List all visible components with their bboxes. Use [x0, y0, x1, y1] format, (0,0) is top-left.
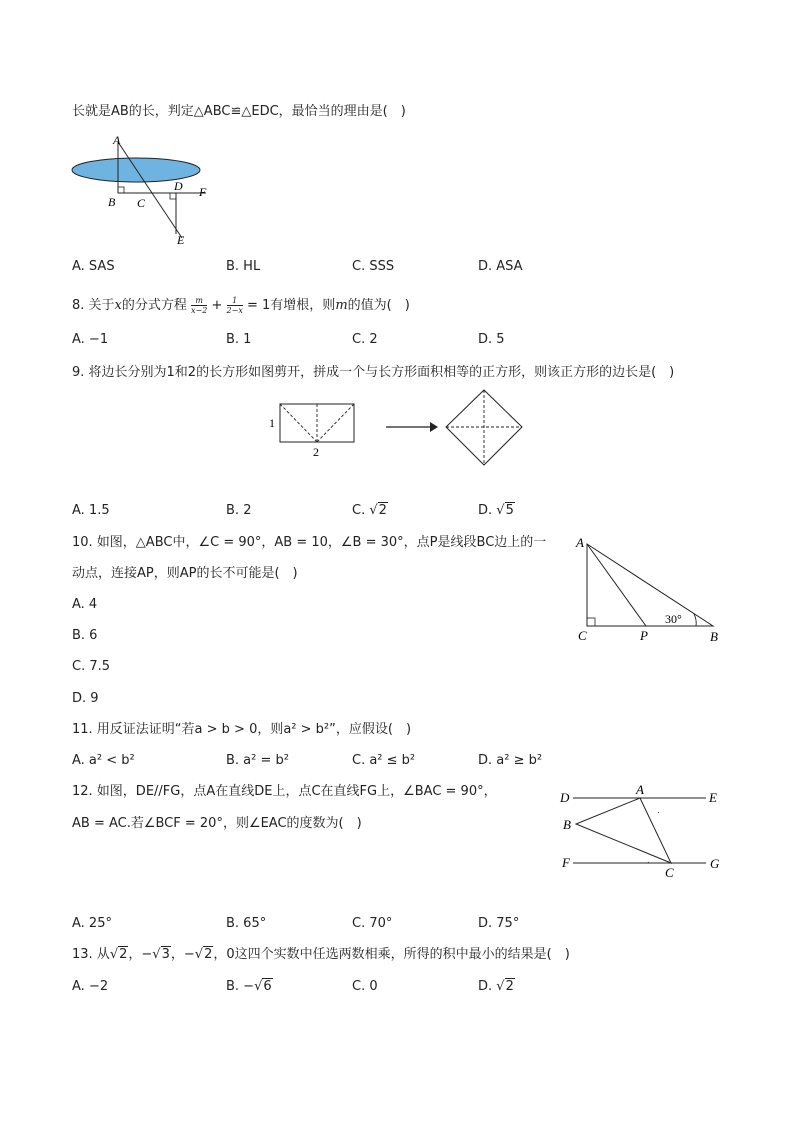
q8-var-x: x: [114, 298, 122, 313]
q9-option-d-radicand: 5: [505, 503, 514, 518]
q7-stem: 长就是AB的长，判定△ABC≌△EDC，最恰当的理由是( ): [72, 104, 406, 119]
q12-label-f: F: [562, 855, 570, 870]
q10-option-a[interactable]: A. 4: [72, 597, 98, 612]
q9-option-c-letter: C.: [352, 503, 370, 518]
q13-option-c-letter: C.: [352, 979, 370, 994]
q13-option-c[interactable]: [352, 978, 378, 996]
sqrt-icon: √3: [152, 947, 170, 962]
sqrt-icon: √2: [109, 947, 128, 962]
q8-plus: +: [211, 298, 223, 313]
q13-option-a[interactable]: [72, 978, 108, 996]
q12-label-d: D: [560, 790, 570, 805]
q7-label-b: B: [108, 195, 116, 209]
q11-stem: 11. 用反证法证明“若a > b > 0，则a² > b²”，应假设( ): [72, 722, 412, 737]
q10-figure: [570, 532, 730, 648]
q13-radicand-2: 3: [161, 947, 170, 962]
q8-fraction-1: [191, 296, 207, 315]
q10-stem-line1: 10. 如图，△ABC中，∠C = 90°，AB = 10，∠B = 30°，点P是线段BC边上的一: [72, 535, 547, 550]
q9-option-d[interactable]: [478, 502, 515, 520]
q8-option-b[interactable]: B. 1: [226, 332, 252, 347]
q13-radicand-3: 2: [204, 947, 213, 962]
q8-stem: [72, 296, 410, 315]
q13-option-a-value: −2: [88, 979, 109, 994]
q8-eq: = 1: [247, 298, 271, 313]
q12-stem-line2: AB = AC.若∠BCF = 20°，则∠EAC的度数为( ): [72, 816, 362, 831]
q12-option-c[interactable]: C. 70°: [352, 916, 393, 931]
q8-option-c[interactable]: C. 2: [352, 332, 378, 347]
q13-option-d[interactable]: [478, 978, 515, 996]
q11-option-a[interactable]: A. a² < b²: [72, 753, 135, 768]
sqrt-icon: √2: [496, 979, 514, 994]
q10-option-d[interactable]: D. 9: [72, 691, 99, 706]
sqrt-icon: √2: [194, 947, 213, 962]
q8-fraction-2: [227, 296, 243, 315]
q7-option-a[interactable]: A. SAS: [72, 259, 115, 274]
q8-option-a[interactable]: A. −1: [72, 332, 109, 347]
q13-sep-1: ，−: [128, 947, 153, 962]
arrow-right-icon: [430, 422, 438, 432]
q13-option-d-letter: D.: [478, 979, 497, 994]
q12-option-d[interactable]: D. 75°: [478, 916, 520, 931]
q13-suffix: ，0这四个实数中任选两数相乘，所得的积中最小的结果是( ): [213, 947, 570, 962]
q10-label-p: P: [640, 628, 648, 643]
q12-option-b[interactable]: B. 65°: [226, 916, 267, 931]
q10-option-c[interactable]: C. 7.5: [72, 659, 111, 674]
q7-label-c: C: [137, 196, 146, 210]
q8-var-m: m: [335, 298, 348, 313]
q13-stem: [72, 946, 570, 964]
q10-option-b[interactable]: B. 6: [72, 628, 98, 643]
sqrt-icon: √2: [369, 503, 387, 518]
q7-label-d: D: [174, 179, 183, 193]
q11-option-b[interactable]: B. a² = b²: [226, 753, 289, 768]
q9-option-c[interactable]: [352, 502, 388, 520]
q10-label-c: C: [578, 628, 587, 643]
q9-option-b-letter: B.: [226, 503, 244, 518]
q10-label-b: B: [710, 629, 718, 644]
q12-label-b: B: [563, 817, 571, 832]
q7-label-f: F: [199, 185, 207, 199]
q12-figure: [556, 778, 730, 884]
q7-option-d[interactable]: D. ASA: [478, 259, 523, 274]
q8-suffix: 有增根，则: [270, 298, 336, 313]
q13-option-b-radicand: 6: [263, 979, 272, 994]
q13-sep-2: ，−: [170, 947, 195, 962]
sqrt-icon: √5: [496, 503, 514, 518]
q12-label-c: C: [665, 865, 674, 880]
q7-option-c[interactable]: C. SSS: [352, 259, 395, 274]
q9-option-a-value: 1.5: [88, 503, 110, 518]
q13-option-c-value: 0: [369, 979, 378, 994]
q9-stem: 9. 将边长分别为1和2的长方形如图剪开，拼成一个与长方形面积相等的正方形，则该正方形的边长是( ): [72, 365, 675, 380]
q9-option-d-letter: D.: [478, 503, 497, 518]
q12-option-a[interactable]: A. 25°: [72, 916, 112, 931]
q9-option-c-radicand: 2: [378, 503, 387, 518]
q13-radicand-1: 2: [119, 947, 128, 962]
q9-option-a-letter: A.: [72, 503, 89, 518]
q9-label-side1: 1: [269, 416, 275, 430]
q10-label-a: A: [576, 535, 584, 550]
q8-f2-den: 2−x: [226, 306, 243, 315]
q8-option-d[interactable]: D. 5: [478, 332, 505, 347]
q8-prefix: 8. 关于: [72, 298, 115, 313]
q13-option-b-letter: B. −: [226, 979, 255, 994]
q12-label-g: G: [710, 856, 720, 871]
q12-stem-line1: 12. 如图，DE//FG，点A在直线DE上，点C在直线FG上，∠BAC = 90°，: [72, 784, 497, 799]
q11-option-c[interactable]: C. a² ≤ b²: [352, 753, 416, 768]
q8-mid: 的分式方程: [121, 298, 187, 313]
q8-f1-den: x−2: [191, 306, 208, 315]
q13-option-b[interactable]: [226, 978, 273, 996]
q7-label-e: E: [177, 233, 185, 247]
q7-option-b[interactable]: B. HL: [226, 259, 261, 274]
q10-stem-line2: 动点，连接AP，则AP的长不可能是( ): [72, 566, 298, 581]
q11-option-d[interactable]: D. a² ≥ b²: [478, 753, 543, 768]
q9-option-a[interactable]: [72, 502, 110, 520]
q8-tail: 的值为( ): [347, 298, 410, 313]
q8-f1-num: m: [191, 296, 207, 306]
q12-label-a: A: [636, 782, 644, 797]
q9-option-b[interactable]: [226, 502, 251, 520]
q8-f2-num: 1: [227, 296, 243, 306]
q13-option-d-radicand: 2: [505, 979, 514, 994]
q13-option-a-letter: A.: [72, 979, 89, 994]
q7-figure: [66, 130, 226, 250]
q12-label-e: E: [709, 790, 717, 805]
q9-option-b-value: 2: [243, 503, 252, 518]
sqrt-icon: √6: [254, 979, 272, 994]
q9-label-side2: 2: [313, 445, 319, 459]
q9-figure: [262, 386, 532, 476]
q10-label-angle: 30°: [665, 612, 682, 626]
q13-prefix: 13. 从: [72, 947, 110, 962]
q7-label-a: A: [113, 133, 121, 147]
